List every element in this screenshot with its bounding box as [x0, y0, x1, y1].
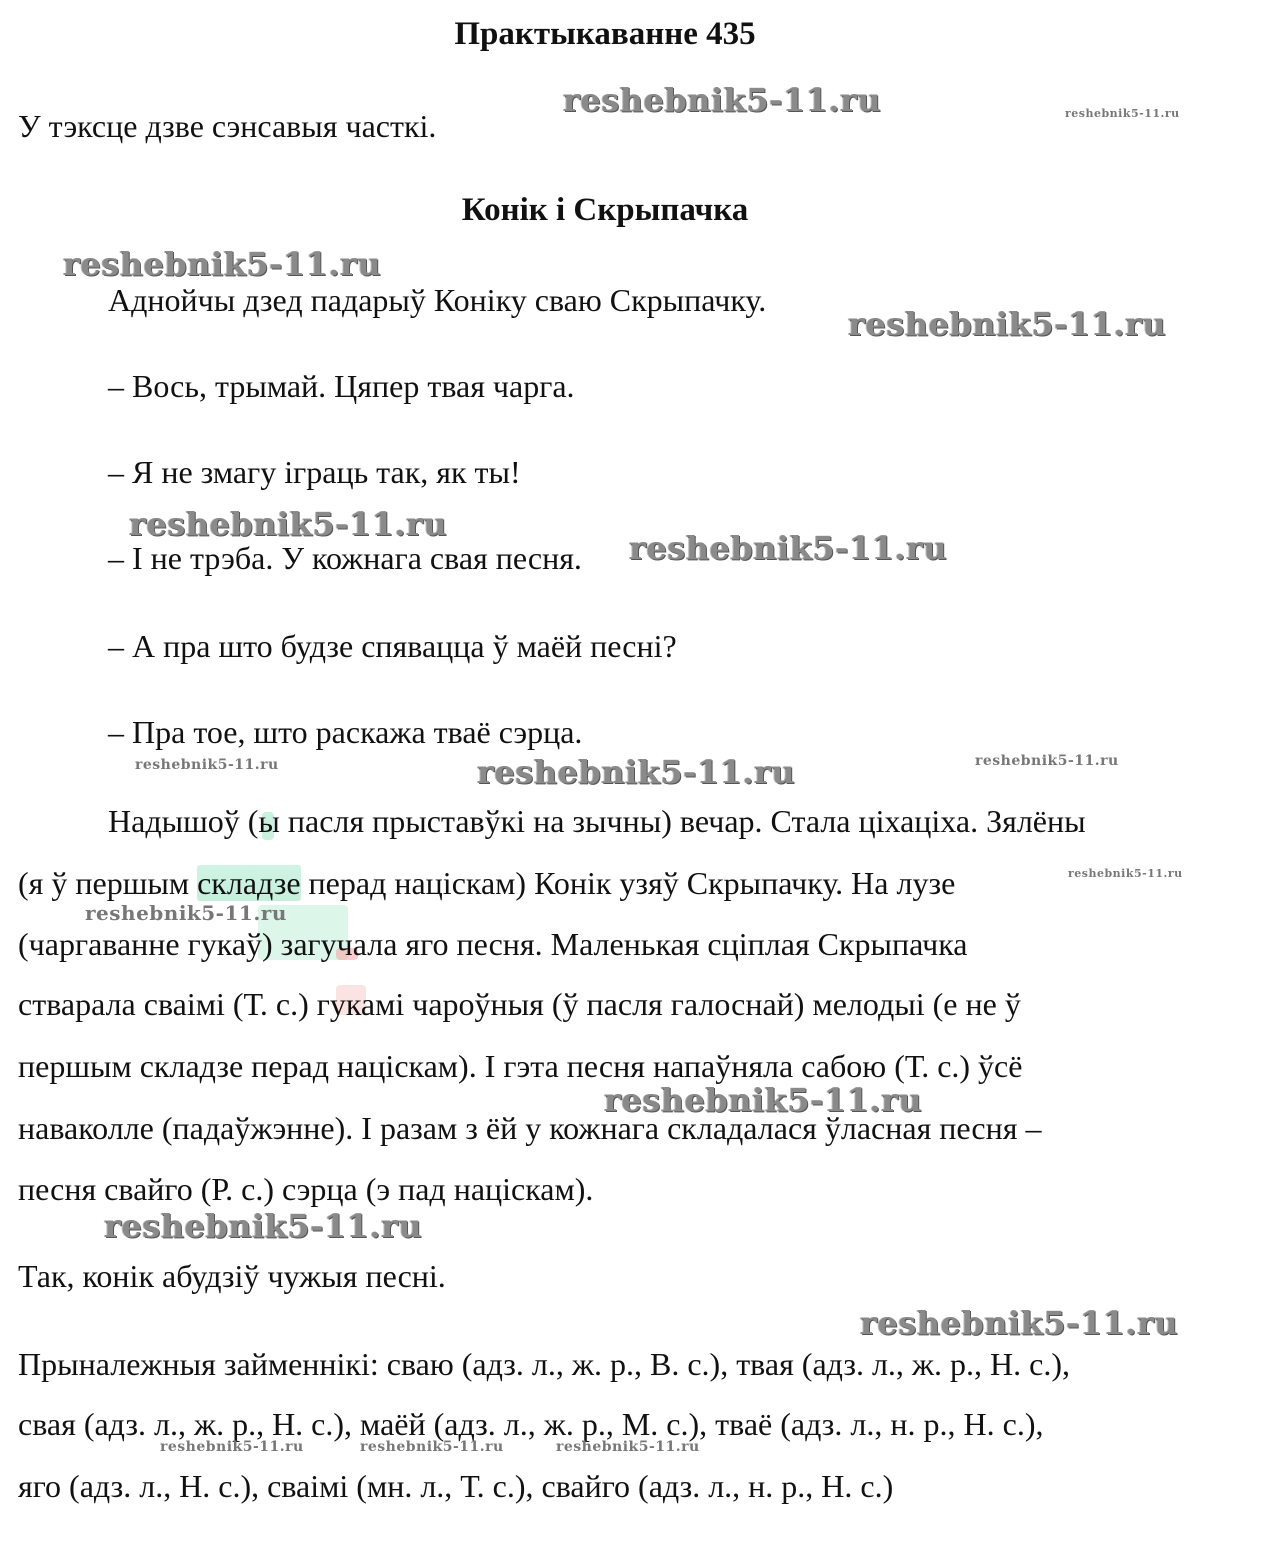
- dialogue-line-2: – Я не змагу іграць так, як ты!: [108, 454, 521, 490]
- possessives-line-2: свая (адз. л., ж. р., Н. с.), маёй (адз. л., ж. р., М. с.), тваё (адз. л., н. р., Н. с.),: [18, 1406, 1044, 1442]
- watermark: reshebnik5-11.ru: [104, 1207, 423, 1245]
- possessives-line-3: яго (адз. л., Н. с.), сваімі (мн. л., Т. с.), свайго (адз. л., н. р., Н. с.): [18, 1468, 894, 1504]
- analysis-line-1: Надышоў (ы пасля прыставўкі на зычны) вечар. Стала ціхаціха. Зялёны: [108, 803, 1086, 839]
- watermark: reshebnik5-11.ru: [975, 753, 1119, 769]
- watermark: reshebnik5-11.ru: [160, 1439, 304, 1455]
- watermark: reshebnik5-11.ru: [1068, 867, 1183, 880]
- analysis-line-6: наваколле (падаўжэнне). І разам з ёй у кожнага складалася ўласная песня –: [18, 1110, 1042, 1146]
- watermark: reshebnik5-11.ru: [848, 305, 1167, 343]
- exercise-title: Практыкаванне 435: [454, 16, 756, 52]
- watermark: reshebnik5-11.ru: [477, 753, 796, 791]
- analysis-line-2-end: перад націскам) Конік узяў Скрыпачку. На лузе: [300, 865, 956, 901]
- highlighted-word: складзе: [197, 865, 301, 901]
- watermark: reshebnik5-11.ru: [629, 529, 948, 567]
- intro-text: У тэксце дзве сэнсавыя часткі.: [18, 108, 437, 144]
- analysis-line-3: (чаргаванне гукаў) загучала яго песня. Маленькая сціплая Скрыпачка: [18, 926, 968, 962]
- analysis-line-4: стварала сваімі (Т. с.) гукамі чароўныя (ў пасля галоснай) мелодыі (е не ў: [18, 986, 1021, 1022]
- watermark: reshebnik5-11.ru: [860, 1304, 1179, 1342]
- conclusion-text: Так, конік абудзіў чужыя песні.: [18, 1258, 446, 1294]
- story-heading: Конік і Скрыпачка: [461, 192, 749, 228]
- dialogue-line-3: – І не трэба. У кожнага свая песня.: [108, 540, 582, 576]
- watermark: reshebnik5-11.ru: [63, 245, 382, 283]
- dialogue-line-4: – А пра што будзе спявацца ў маёй песні?: [108, 628, 677, 664]
- watermark: reshebnik5-11.ru: [135, 757, 279, 773]
- watermark: reshebnik5-11.ru: [360, 1439, 504, 1455]
- watermark: reshebnik5-11.ru: [1065, 107, 1180, 120]
- watermark: reshebnik5-11.ru: [604, 1081, 923, 1119]
- story-paragraph-1: Аднойчы дзед падарыў Коніку сваю Скрыпачку.: [108, 282, 767, 318]
- analysis-line-2-start: (я ў першым: [18, 865, 198, 901]
- possessives-line-1: Прыналежныя займеннікі: сваю (адз. л., ж. р., В. с.), твая (адз. л., ж. р., Н. с.),: [18, 1346, 1070, 1382]
- analysis-line-2: [18, 867, 955, 899]
- watermark: reshebnik5-11.ru: [129, 505, 448, 543]
- watermark: reshebnik5-11.ru: [556, 1439, 700, 1455]
- watermark: reshebnik5-11.ru: [85, 901, 287, 925]
- analysis-line-7: песня свайго (Р. с.) сэрца (э пад націскам).: [18, 1171, 594, 1207]
- dialogue-line-1: – Вось, трымай. Цяпер твая чарга.: [108, 368, 575, 404]
- watermark: reshebnik5-11.ru: [563, 81, 882, 119]
- analysis-line-5: першым складзе перад націскам). І гэта песня напаўняла сабою (Т. с.) ўсё: [18, 1048, 1023, 1084]
- dialogue-line-5: – Пра тое, што раскажа тваё сэрца.: [108, 714, 583, 750]
